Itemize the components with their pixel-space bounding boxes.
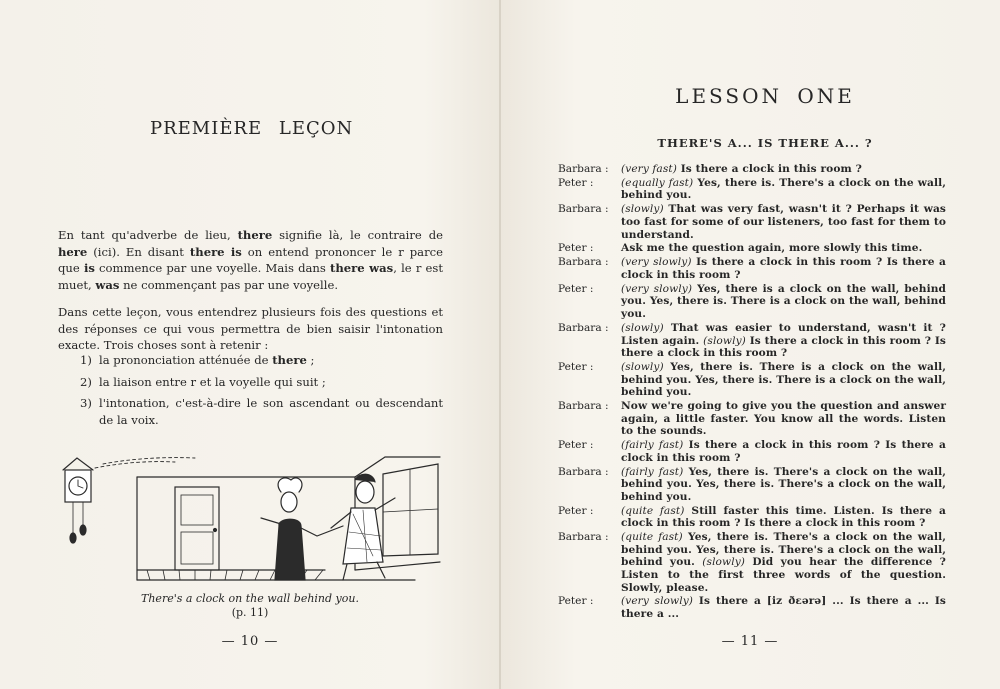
point-number: 1) — [80, 353, 92, 367]
speech-text — [621, 256, 946, 281]
page-number-left: — 10 — — [221, 634, 279, 649]
text-run: la prononciation atténuée de — [99, 353, 273, 367]
dialogue — [558, 163, 946, 622]
text-run: la liaison entre r et la voyelle qui suit ; — [99, 374, 326, 389]
text-run: l'intonation, c'est-à-dire le son ascendant ou descendant de la voix. — [99, 396, 443, 427]
speech-text — [621, 439, 946, 464]
intro-paragraph-1 — [58, 227, 443, 293]
dialogue-line — [558, 163, 946, 176]
text-run: Dans cette leçon, vous entendrez plusieurs fois des questions et des réponses ce qui vous permettra de bien saisir l'intonation exacte. Trois choses sont à retenir : — [58, 305, 443, 352]
stage-direction: (slowly) — [621, 321, 664, 334]
speaker-name: Barbara — [558, 400, 602, 413]
speaker-name: Barbara — [558, 203, 602, 216]
text-run: ; — [306, 353, 315, 367]
stage-direction: (fairly fast) — [621, 465, 684, 478]
text-run: Is there a clock in this room ? Is there a clock in this room ? — [621, 256, 946, 281]
caption-text: There's a clock on the wall behind you. — [141, 592, 359, 605]
speech-text — [621, 177, 946, 202]
speech-text — [621, 531, 946, 594]
text-run: Is there a clock in this room ? — [676, 163, 862, 175]
speaker-label: Barbara : — [558, 163, 609, 175]
text-run: Yes, there is a clock on the wall, behind you. Yes, there is. There is a clock on the wall, behind you. — [621, 282, 946, 321]
speaker-label: Barbara : — [558, 531, 609, 544]
speaker-label: Peter : — [558, 360, 594, 373]
dialogue-line — [558, 203, 946, 241]
bold-term: was — [95, 277, 120, 292]
bold-term: is — [83, 261, 95, 275]
room-illustration — [55, 452, 445, 594]
bold-term: here — [58, 244, 88, 259]
speech-text — [621, 163, 946, 176]
dialogue-line — [558, 400, 946, 438]
speech-text — [621, 322, 946, 360]
text-run: Still faster this time. Listen. Is there a clock in this room ? Is there a clock in this room ? — [621, 504, 946, 530]
speech-text — [621, 361, 946, 399]
dialogue-line — [558, 505, 946, 530]
point-item — [80, 395, 443, 428]
point-text — [99, 374, 443, 391]
speaker-label: Peter : — [558, 176, 594, 189]
stage-direction: (very fast) — [621, 163, 677, 175]
speaker-label: Peter : — [558, 595, 594, 608]
stage-direction: (quite fast) — [621, 531, 683, 544]
dialogue-line — [558, 242, 946, 255]
text-run: signifie là, le contraire de — [272, 228, 443, 242]
caption-page-ref: (p. 11) — [231, 606, 269, 619]
dialogue-line — [558, 595, 946, 620]
speaker-name: Peter — [558, 504, 587, 517]
dialogue-line — [558, 531, 946, 594]
text-run: ne commençant pas par une voyelle. — [119, 277, 339, 292]
text-run: Yes, there is. There's a clock on the wall, behind you. — [621, 176, 946, 202]
speech-text — [621, 466, 946, 504]
points-list — [80, 352, 443, 433]
speaker-name: Peter — [558, 595, 587, 608]
point-text — [99, 395, 443, 428]
text-run: Did you hear the difference ? Listen to the first three words of the question. Slowly, please. — [621, 556, 946, 594]
text-run: Yes, there is. There's a clock on the wall, behind you. Yes, there is. There's a clock on the wall, behind you. — [621, 465, 946, 503]
point-item — [80, 374, 443, 391]
bold-term: there — [272, 353, 307, 367]
speaker-name: Peter — [558, 439, 587, 452]
text-run: Yes, there is. There's a clock on the wall, behind you. Yes, there is. There's a clock on the wall, behind you. — [621, 531, 946, 569]
speaker-name: Barbara — [558, 531, 602, 544]
speaker-name: Barbara — [558, 163, 602, 175]
bold-term: there — [237, 228, 273, 242]
speaker-name: Peter — [558, 282, 587, 295]
text-run: Ask me the question again, more slowly this time. — [621, 242, 923, 255]
text-run: That was easier to understand, wasn't it ? Listen again. — [621, 321, 946, 347]
text-run: Is there a [iz ðɛərə] ... Is there a ... Is there a ... — [621, 595, 946, 621]
speaker-name: Barbara — [558, 256, 602, 269]
speaker-name: Peter — [558, 176, 587, 189]
stage-direction: (very slowly) — [621, 282, 693, 295]
text-run: Yes, there is. There is a clock on the wall, behind you. Yes, there is. There is a clock on the wall, behind you. — [621, 360, 946, 399]
stage-direction: (slowly) — [621, 203, 664, 216]
text-run: commence par une voyelle. Mais dans — [94, 261, 331, 275]
dialogue-line — [558, 466, 946, 504]
dialogue-line — [558, 439, 946, 464]
speaker-label: Barbara : — [558, 256, 609, 269]
speaker-label: Peter : — [558, 504, 594, 517]
figure-caption — [120, 592, 380, 620]
stage-direction: (equally fast) — [621, 176, 694, 189]
bold-term: there was — [330, 261, 394, 275]
stage-direction: (slowly) — [703, 334, 746, 347]
lesson-subtitle: THERE'S A... IS THERE A... ? — [657, 136, 873, 150]
page-number-right: — 11 — — [721, 634, 779, 649]
speaker-name: Barbara — [558, 465, 602, 478]
text-run: That was very fast, wasn't it ? Perhaps it was too fast for some of our listeners, too fast for them to understand. — [621, 203, 946, 241]
text-run: En tant qu'adverbe de lieu, — [58, 228, 238, 242]
speaker-label: Peter : — [558, 242, 594, 255]
intro-text — [58, 227, 443, 365]
stage-direction: (very slowly) — [621, 595, 694, 608]
speaker-label: Peter : — [558, 282, 594, 295]
speaker-label: Peter : — [558, 439, 594, 452]
stage-direction: (very slowly) — [621, 256, 692, 269]
stage-direction: (slowly) — [702, 556, 746, 569]
bold-term: there is — [189, 244, 242, 259]
text-run: Is there a clock in this room ? Is there a clock in this room ? — [621, 439, 946, 464]
left-page-title: PREMIÈRE LEÇON — [150, 118, 354, 139]
point-text — [99, 352, 443, 369]
text-run: Is there a clock in this room ? Is there a clock in this room ? — [621, 334, 946, 360]
speech-text — [621, 400, 946, 438]
text-run: , le r est muet, — [58, 261, 444, 292]
speaker-label: Barbara : — [558, 465, 609, 478]
speaker-name: Barbara — [558, 321, 602, 334]
dialogue-line — [558, 283, 946, 321]
intro-paragraph-2 — [58, 304, 443, 354]
stage-direction: (slowly) — [621, 360, 664, 373]
stage-direction: (quite fast) — [621, 504, 685, 517]
speech-text — [621, 505, 946, 530]
text-run: on entend prononcer le r parce que — [58, 244, 443, 275]
dialogue-line — [558, 361, 946, 399]
point-number: 2) — [80, 374, 92, 389]
right-page-title: LESSON ONE — [675, 84, 855, 108]
speaker-name: Peter — [558, 242, 587, 255]
speech-text — [621, 203, 946, 241]
dialogue-line — [558, 177, 946, 202]
speech-text — [621, 283, 946, 321]
stage-direction: (fairly fast) — [621, 439, 684, 452]
speaker-label: Barbara : — [558, 400, 609, 413]
text-run: Now we're going to give you the question and answer again, a little faster. You know all the words. Listen to the sounds. — [621, 400, 946, 438]
text-run: (ici). En disant — [87, 244, 190, 259]
dialogue-line — [558, 322, 946, 360]
point-item — [80, 352, 443, 369]
speech-text — [621, 595, 946, 620]
dialogue-line — [558, 256, 946, 281]
point-number: 3) — [80, 396, 92, 410]
speech-text — [621, 242, 946, 255]
speaker-name: Peter — [558, 360, 587, 373]
speaker-label: Barbara : — [558, 321, 609, 334]
speaker-label: Barbara : — [558, 203, 609, 216]
